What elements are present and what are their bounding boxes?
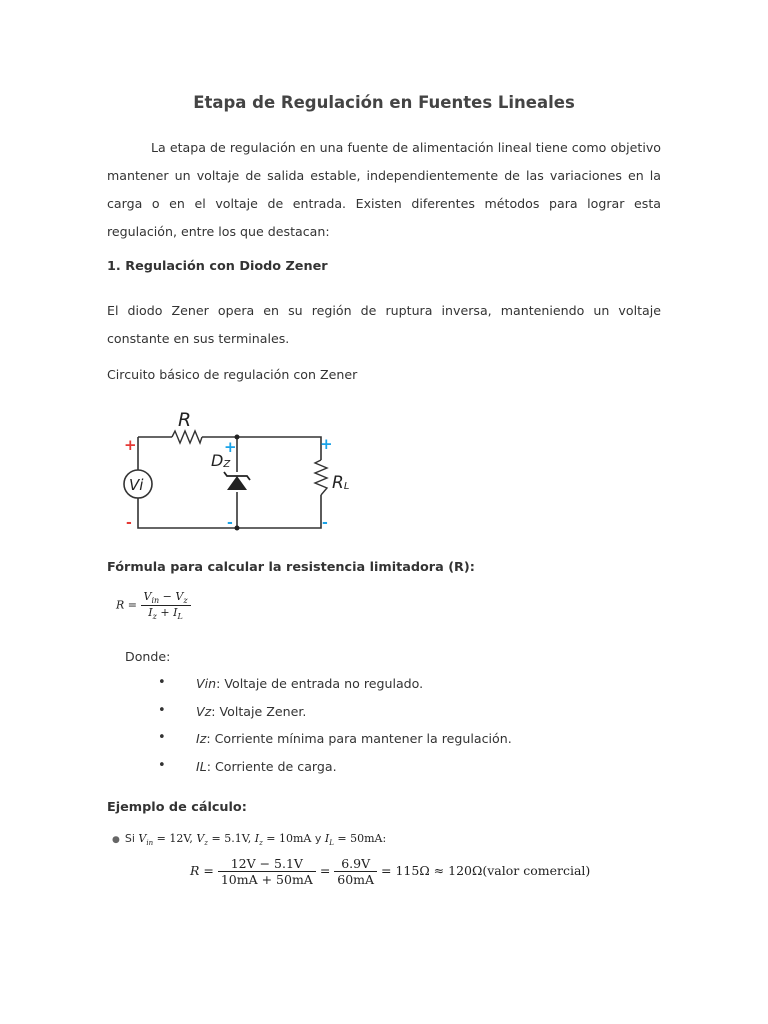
minus-right: - bbox=[322, 515, 328, 531]
ex-il-val: = 50mA: bbox=[333, 832, 387, 845]
resistor-r-label: R bbox=[178, 409, 192, 431]
zener-label-main: D bbox=[211, 451, 224, 470]
page-title: Etapa de Regulación en Fuentes Lineales bbox=[193, 93, 575, 112]
den-sub-l: L bbox=[177, 612, 183, 622]
variable-text: : Voltaje de entrada no regulado. bbox=[216, 676, 424, 691]
ex-fraction-2 bbox=[334, 856, 377, 887]
load-label bbox=[332, 473, 349, 493]
den-plus-i: + I bbox=[156, 606, 178, 620]
zener-label-sub: Z bbox=[223, 459, 231, 470]
example-formula bbox=[190, 856, 590, 887]
formula-lhs: R = bbox=[116, 598, 137, 612]
ex-vz-sub: z bbox=[204, 839, 208, 848]
variable-text: : Corriente de carga. bbox=[206, 758, 337, 774]
formula-fraction bbox=[141, 590, 191, 621]
num-sub-z: z bbox=[183, 596, 188, 606]
list-item bbox=[156, 731, 512, 759]
ex-iz: I bbox=[254, 832, 260, 845]
example-heading: Ejemplo de cálculo: bbox=[107, 800, 247, 815]
plus-right: + bbox=[320, 435, 333, 453]
ex-f1-den: 10mA + 50mA bbox=[220, 872, 313, 887]
ex-f2-den: 60mA bbox=[337, 872, 375, 887]
example-si: Si bbox=[124, 832, 139, 845]
ex-vin-val: = 12V, bbox=[153, 832, 197, 845]
variable-text: : Corriente mínima para mantener la regulación. bbox=[206, 731, 512, 746]
zener-diode bbox=[227, 476, 247, 490]
ex-f2-num: 6.9V bbox=[334, 856, 377, 872]
variable-symbol: IL bbox=[196, 758, 207, 774]
den-sub-z: z bbox=[152, 612, 157, 622]
ex-vz: V bbox=[196, 832, 205, 845]
ex-iz-val: = 10mA bbox=[262, 832, 312, 845]
zener-description: El diodo Zener opera en su región de ruptura inversa, manteniendo un voltaje constante en sus terminales. bbox=[107, 303, 661, 346]
minus-mid: - bbox=[227, 515, 233, 531]
ex-il-sub: L bbox=[329, 839, 334, 848]
load-label-main: R bbox=[332, 473, 344, 493]
plus-mid: + bbox=[224, 438, 237, 456]
variable-symbol: Vin bbox=[196, 676, 217, 691]
minus-left: - bbox=[126, 515, 132, 531]
voltage-source-label: Vi bbox=[129, 476, 144, 494]
node-bottom bbox=[235, 526, 240, 531]
variable-symbol: Vz bbox=[196, 703, 212, 719]
section-heading-zener: 1. Regulación con Diodo Zener bbox=[107, 259, 328, 274]
resistor-r bbox=[172, 431, 202, 443]
ex-y: y bbox=[311, 832, 325, 845]
formula-heading: Fórmula para calcular la resistencia limitadora (R): bbox=[107, 560, 475, 575]
formula-r bbox=[116, 590, 191, 621]
formula-denominator bbox=[141, 606, 191, 621]
list-item bbox=[156, 676, 512, 704]
zener-circuit-diagram bbox=[116, 402, 366, 532]
ex-f1-num: 12V − 5.1V bbox=[218, 856, 316, 872]
donde-label: Donde: bbox=[125, 649, 171, 664]
list-item bbox=[156, 759, 512, 787]
bullet-dot: ● bbox=[112, 835, 120, 845]
variable-symbol: Iz bbox=[196, 731, 207, 746]
variable-text: : Voltaje Zener. bbox=[211, 703, 307, 719]
variable-list bbox=[156, 676, 512, 786]
load-resistor bbox=[315, 460, 327, 495]
num-sub-in: in bbox=[151, 596, 160, 606]
ex-lhs: R = bbox=[190, 863, 214, 878]
formula-numerator bbox=[141, 590, 191, 606]
intro-paragraph: La etapa de regulación en una fuente de alimentación lineal tiene como objetivo mantener un voltaje de salida estable, independientemente de las variaciones en la carga o en el voltaje de entrada. Existen diferentes métodos para lograr esta regulación, entre los que destacan: bbox=[107, 140, 661, 239]
ex-eq: = bbox=[315, 863, 335, 878]
ex-vin: V bbox=[138, 832, 147, 845]
ex-iz-sub: z bbox=[259, 839, 263, 848]
num-v: V bbox=[143, 590, 152, 603]
list-item bbox=[156, 704, 512, 732]
ex-vin-sub: in bbox=[146, 839, 154, 848]
example-given bbox=[112, 832, 386, 847]
plus-left: + bbox=[124, 436, 137, 454]
ex-vz-val: = 5.1V, bbox=[208, 832, 255, 845]
circuit-caption: Circuito básico de regulación con Zener bbox=[107, 367, 358, 382]
ex-result: = 115Ω ≈ 120Ω(valor comercial) bbox=[377, 863, 591, 878]
den-i: I bbox=[148, 606, 153, 620]
ex-il: I bbox=[324, 832, 330, 845]
ex-fraction-1 bbox=[218, 856, 316, 887]
num-minus-v: − V bbox=[159, 590, 184, 603]
load-label-sub: L bbox=[343, 481, 350, 492]
